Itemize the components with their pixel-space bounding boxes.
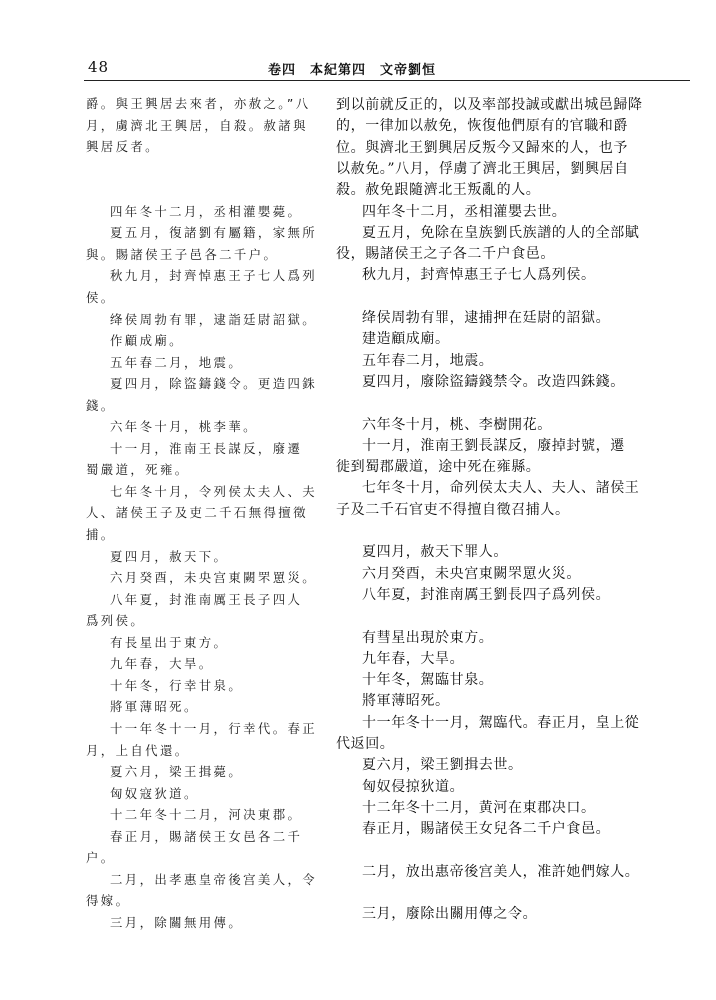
translation-text-line: 二月，放出惠帝後宫美人，准許她們嫁人。 [362, 863, 640, 880]
classical-text-line: 夏四月，赦天下。 [110, 548, 229, 564]
translation-text-line: 以赦免。”八月，俘虜了濟北王興居，劉興居自 [336, 160, 629, 177]
classical-text-line: 绛侯周勃有罪，逮詣廷尉詔獄。 [110, 311, 318, 327]
translation-text-line: 徙到蜀郡嚴道，途中死在雍縣。 [336, 459, 541, 476]
classical-text-line: 夏五月，復諸劉有屬籍，家無所 [110, 225, 318, 241]
classical-text-line: 十二年冬十二月，河决東郡。 [110, 807, 303, 823]
translation-text-line: 春正月，賜諸侯王女兒各二千户食邑。 [362, 821, 611, 838]
translation-text-line: 到以前就反正的，以及率部投誠或獻出城邑歸降 [336, 97, 643, 113]
translation-text-line: 夏四月，赦天下罪人。 [362, 544, 508, 561]
translation-text-line: 子及二千石官吏不得擅自徵召捕人。 [336, 501, 570, 518]
classical-text-line: 作顧成廟。 [110, 333, 184, 349]
translation-text-line: 七年冬十月，命列侯太夫人、夫人、諸侯王 [362, 480, 640, 497]
classical-text-line: 與。賜諸侯王子邑各二千户。 [86, 246, 279, 262]
translation-text-line: 夏四月，廢除盜鑄錢禁令。改造四銖錢。 [362, 373, 625, 390]
classical-text-line: 夏四月，除盜鑄錢令。更造四銖 [110, 376, 318, 392]
translation-text-line: 绛侯周勃有罪，逮捕押在廷尉的詔獄。 [362, 310, 611, 326]
classical-text-line: 錢。 [86, 397, 116, 413]
translation-text-line: 匈奴侵掠狄道。 [362, 778, 465, 795]
classical-text-line: 捕。 [86, 527, 116, 542]
translation-text-line: 十年冬，駕臨甘泉。 [362, 672, 494, 689]
classical-text-line: 八年夏，封淮南厲王長子四人 [110, 591, 303, 607]
classical-text-line: 十年冬，行幸甘泉。 [110, 677, 244, 693]
translation-text-line: 將軍薄昭死。 [362, 693, 450, 710]
classical-text-line: 户。 [86, 850, 116, 866]
classical-text-line: 爵。與王興居去來者，亦赦之。”八 [86, 96, 311, 111]
page-number: 48 [88, 58, 110, 76]
translation-text-line: 十一月，淮南王劉長謀反，廢掉封號，遷 [362, 437, 625, 454]
classical-text-line: 夏六月，梁王揖薨。 [110, 764, 244, 780]
translation-text-line: 四年冬十二月，丞相灌嬰去世。 [362, 203, 567, 220]
translation-text-line: 三月，廢除出關用傳之令。 [362, 906, 538, 923]
translation-text-line: 建造顧成廟。 [362, 331, 450, 348]
translation-text-line: 殺。赦免跟隨濟北王叛亂的人。 [336, 182, 541, 199]
classical-text-line: 十一月，淮南王長謀反，廢遷 [110, 440, 303, 456]
classical-text-line: 秋九月，封齊悼惠王子七人爲列 [110, 268, 318, 284]
classical-text-line: 興居反者。 [86, 139, 160, 155]
translation-text-line: 夏五月，免除在皇族劉氏族譜的人的全部賦 [362, 224, 640, 241]
classical-text-line: 六年冬十月，桃李華。 [110, 419, 258, 435]
translation-text-line: 代返回。 [336, 736, 395, 752]
classical-text-line: 六月癸酉，未央宫東闕罘罳災。 [110, 570, 318, 586]
translation-text-line: 九年春，大旱。 [362, 650, 465, 667]
classical-text-line: 蜀嚴道，死雍。 [86, 462, 190, 478]
classical-text-line: 有長星出于東方。 [110, 634, 229, 650]
translation-text-line: 有彗星出現於東方。 [362, 629, 494, 646]
running-head: 卷四 本紀第四 文帝劉恒 [268, 63, 437, 78]
classical-text-line: 將軍薄昭死。 [110, 699, 199, 715]
classical-text-line: 四年冬十二月，丞相灌嬰薨。 [110, 203, 303, 219]
translation-text-line: 的，一律加以赦免，恢復他們原有的官職和爵 [336, 118, 628, 135]
classical-text-line: 月，上自代還。 [86, 742, 190, 758]
classical-text-line: 月，虜濟北王興居，自殺。赦諸與 [86, 117, 308, 133]
translation-text-line: 秋九月，封齊悼惠王子七人爲列侯。 [362, 267, 596, 284]
classical-text-line: 人、諸侯王子及吏二千石無得擅徵 [86, 505, 308, 521]
translation-text-line: 位。與濟北王劉興居反叛今又歸來的人，也予 [336, 139, 628, 156]
translation-text-line: 八年夏，封淮南厲王劉長四子爲列侯。 [362, 586, 611, 603]
translation-text-line: 十二年冬十二月，黄河在東郡决口。 [362, 799, 596, 816]
classical-text-line: 三月，除關無用傳。 [110, 914, 244, 930]
classical-text-line: 九年春，大旱。 [110, 656, 214, 672]
classical-text-line: 十一年冬十一月，行幸代。春正 [110, 720, 318, 736]
classical-text-line: 匈奴寇狄道。 [110, 785, 199, 801]
classical-text-line: 爲列侯。 [86, 613, 146, 629]
translation-text-line: 十一年冬十一月，駕臨代。春正月，皇上從 [362, 714, 640, 731]
translation-text-line: 六年冬十月，桃、李樹開花。 [362, 416, 552, 433]
classical-text-line: 二月，出孝惠皇帝後宫美人，令 [110, 871, 318, 887]
classical-text-line: 侯。 [86, 289, 116, 305]
translation-text-line: 役，賜諸侯王之子各二千户食邑。 [336, 246, 555, 263]
translation-text-line: 六月癸酉，未央宫東闕罘罳火災。 [362, 565, 581, 582]
translation-text-line: 夏六月，梁王劉揖去世。 [362, 757, 523, 774]
classical-text-line: 春正月，賜諸侯王女邑各二千 [110, 828, 303, 844]
classical-text-line: 五年春二月，地震。 [110, 354, 244, 370]
classical-text-line: 得嫁。 [86, 893, 131, 909]
translation-text-line: 五年春二月，地震。 [362, 352, 494, 369]
classical-text-line: 七年冬十月，令列侯太夫人、夫 [110, 483, 318, 499]
